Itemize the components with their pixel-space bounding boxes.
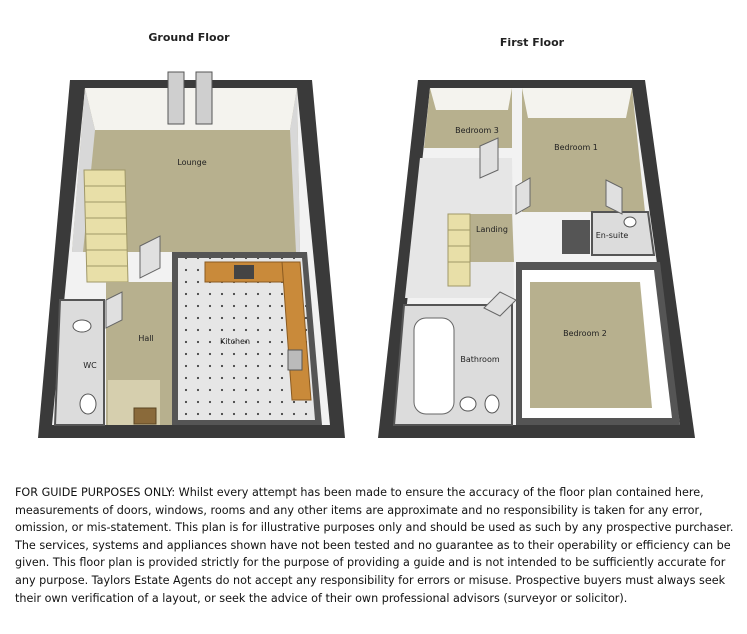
landing-label: Landing xyxy=(476,225,508,234)
hall-label: Hall xyxy=(138,334,154,343)
wc-room xyxy=(55,300,104,425)
bathroom-label: Bathroom xyxy=(460,355,500,364)
bedroom2-label: Bedroom 2 xyxy=(563,329,607,338)
ground-floor-title: Ground Floor xyxy=(148,31,230,44)
bedroom3-room xyxy=(424,88,512,148)
bedroom3-label: Bedroom 3 xyxy=(455,126,499,135)
ground-staircase xyxy=(84,170,128,282)
disclaimer-text: FOR GUIDE PURPOSES ONLY: Whilst every attempt has been made to ensure the accuracy of the floor plan contained here, measurements of doors, windows, rooms and any other items are approximate and no responsibility is taken for any error, omission, or mis-statement. This plan is for illustrative purposes only and should be used as such by any prospective purchaser. The services, systems and appliances shown have not been tested and no guarantee as to their operability or efficiency can be given. This floor plan is provided strictly for the purpose of providing a guide and is not intended to be sufficiently accurate for any purpose. Taylors Estate Agents do not accept any responsibility for errors or misuse. Prospective buyers must always seek their own verification of a layout, or seek the advice of their own professional advisors (surveyor or solicitor). xyxy=(15,486,734,605)
bedroom1-room xyxy=(522,88,645,212)
first-floor-title: First Floor xyxy=(499,36,565,49)
bathroom-room xyxy=(394,305,512,425)
bedroom2-room xyxy=(516,262,680,425)
landing-room xyxy=(405,158,514,298)
lounge-label: Lounge xyxy=(177,158,207,167)
ensuite-label: En-suite xyxy=(595,231,629,240)
bedroom1-label: Bedroom 1 xyxy=(554,143,598,152)
kitchen-room xyxy=(172,252,322,425)
kitchen-label: Kitchen xyxy=(219,337,251,346)
first-floor xyxy=(378,36,695,438)
wc-label: WC xyxy=(83,361,97,370)
ground-floor xyxy=(38,31,345,438)
